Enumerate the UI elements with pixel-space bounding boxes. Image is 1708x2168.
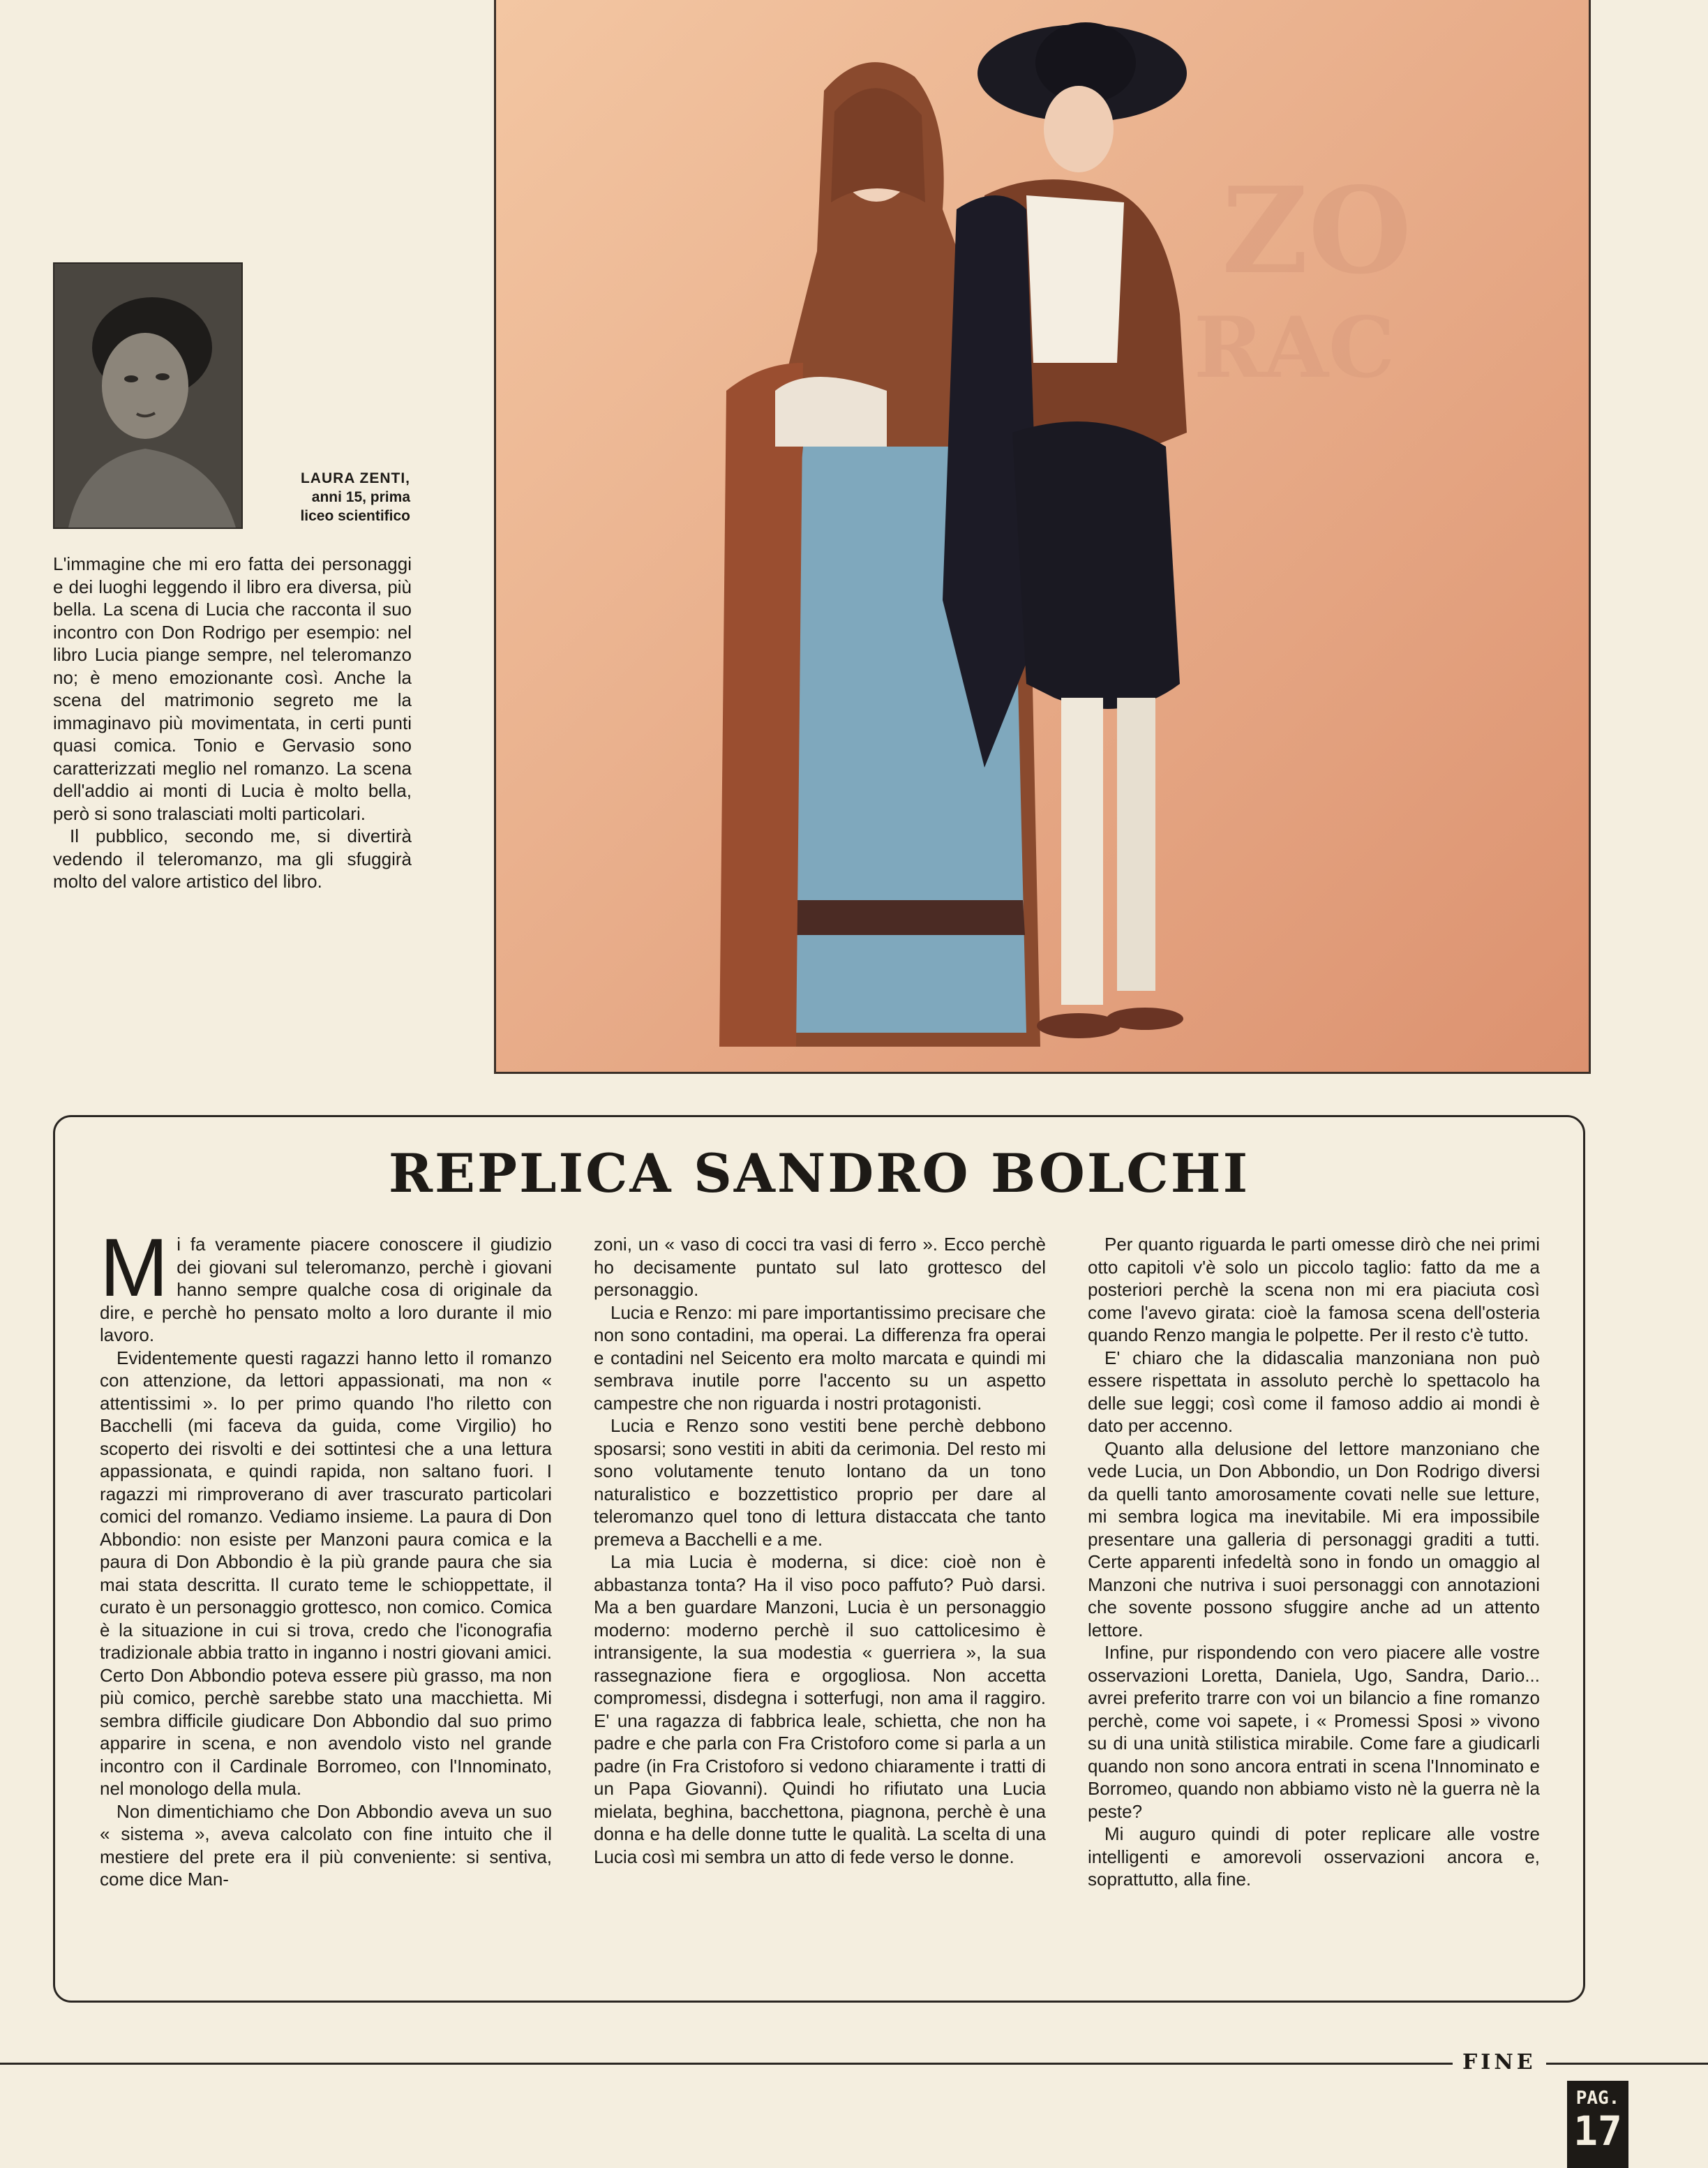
article-paragraph: La mia Lucia è moderna, si dice: cioè non è abbastanza tonta? Ha il viso poco paffuto? Può darsi. Ma a ben guardare Manzoni, Lucia è un personaggio moderno: moderno perchè il suo cattolicesimo è intransigente, la sua modestia « guerriera », la sua rassegnazione fiera e orgogliosa. Non accetta compromessi, disdegna i sotterfugi, non ama il raggiro. E' una ragazza di fabbrica leale, schietta, che non ha padre e che parla con Fra Cristoforo come si parla a un padre (in Fra Cristoforo si vedono chiaramente i tratti di un Papa Giovanni). Quindi ho rifiutato una Lucia mielata, beghina, bacchettona, piagnona, perchè è una donna e ha delle donne tutte le qualità. La scelta di una Lucia così mi sembra un atto di fede verso le donne. <box>594 1551 1046 1867</box>
article-paragraph: Infine, pur rispondendo con vero piacere alle vostre osservazioni Loretta, Daniela, Ugo, Sandra, Dario... avrei preferito trarre con voi un bilancio a fine romanzo perchè, come voi sapete, i « Promessi Sposi » vivono su di una unità stilistica mirabile. Come fare a giudicarli quando non sono ancora entrati in scena l'Innominato e Borromeo, quando non abbiamo visto nè la guerra nè la peste? <box>1088 1642 1540 1822</box>
page-number-box <box>1567 2081 1628 2168</box>
reply-article-box <box>53 1115 1585 2003</box>
interviewee-name: LAURA ZENTI, <box>300 470 410 486</box>
first-paragraph-text: i fa veramente piacere conoscere il giudizio dei giovani sul teleromanzo, perchè i giovani hanno sempre qualche cosa di originale da dire, e perchè ho pensato molto a loro durante il mio lavoro. <box>100 1234 552 1345</box>
page-label: PAG. <box>1575 2088 1620 2109</box>
interviewee-age: anni 15, prima <box>311 489 410 505</box>
article-headline: REPLICA SANDRO BOLCHI <box>388 1142 1250 1204</box>
article-columns <box>100 1222 1541 1980</box>
portrait-caption <box>251 469 410 525</box>
interview-paragraph: Il pubblico, secondo me, si divertirà vedendo il teleromanzo, ma gli sfuggirà molto del valore artistico del libro. <box>53 825 412 892</box>
page-number: 17 <box>1573 2107 1622 2155</box>
article-column-1 <box>100 1222 552 1980</box>
portrait-illustration <box>54 264 241 528</box>
costume-photo <box>494 0 1591 1074</box>
interview-paragraph: L'immagine che mi ero fatta dei personaggi e dei luoghi leggendo il libro era diversa, più bella. La scena di Lucia che racconta il suo incontro con Don Rodrigo per esempio: nel libro Lucia piange sempre, nel teleromanzo no; è meno emozionante così. Anche la scena del matrimonio segreto me la immaginavo più movimentata, in certi punti quasi comica. Tonio e Gervasio sono caratterizzati meglio nel romanzo. La scena dell'addio ai monti di Lucia è molto bella, però si sono tralasciati molti particolari. <box>53 553 412 824</box>
article-paragraph: Non dimentichiamo che Don Abbondio aveva un suo « sistema », aveva calcolato con fine intuito che il mestiere del prete era il più conveniente: si sentiva, come dice Man- <box>100 1800 552 1890</box>
article-paragraph: Evidentemente questi ragazzi hanno letto il romanzo con attenzione, da lettori appassionati, ma non « attentissimi ». Io per primo quando l'ho riletto con Bacchelli (mi faceva da guida, come Virgilio) ho scoperto dei risvolti e dei sottintesi che a una lettura appassionata, e quindi rapida, non saltano fuori. I ragazzi mi rimproverano di aver trascurato particolari comici del romanzo. Vediamo insieme. La paura di Don Abbondio: non esiste per Manzoni paura comica e la paura di Don Abbondio è la più grande paura che sia mai stata descritta. Il curato teme le schioppettate, il curato è un personaggio grottesco, non comico. Comica è la situazione in cui si trova, credo che l'iconografia tradizionale abbia tratto in inganno i nostri giovani amici. Certo Don Abbondio poteva essere più grasso, ma non più comico, perchè sarebbe stato una macchietta. Mi sembra difficile giudicare Don Abbondio dal suo primo apparire in scena, e non avendolo visto nel grande incontro con il Cardinale Borromeo, con l'Innominato, nel monologo della mula. <box>100 1347 552 1799</box>
article-paragraph: Mi auguro quindi di poter replicare alle vostre intelligenti e amorevoli osservazioni ancora e, soprattutto, alla fine. <box>1088 1823 1540 1890</box>
article-paragraph: E' chiaro che la didascalia manzoniana non può essere rispettata in assoluto perchè lo spettacolo ha delle sue leggi; così come il famoso addio ai mondi è dato per accenno. <box>1088 1347 1540 1436</box>
article-column-2 <box>594 1233 1046 1980</box>
article-column-3 <box>1088 1233 1540 1980</box>
svg-text:ZO: ZO <box>1222 161 1412 301</box>
article-paragraph: zoni, un « vaso di cocci tra vasi di ferro ». Ecco perchè ho decisamente puntato sul lato grottesco del personaggio. <box>594 1234 1046 1300</box>
interview-text <box>53 553 412 893</box>
article-paragraph: Lucia e Renzo sono vestiti bene perchè debbono sposarsi; sono vestiti in abiti da cerimonia. Del resto mi sono volutamente tenuto lontano da un tono naturalistico e bozzettistico proprio per dare al teleromanzo quel tono di lettura distaccata che tanto premeva a Bacchelli e a me. <box>594 1415 1046 1550</box>
costume-photo-illustration <box>496 0 1589 1072</box>
fine-marker: FINE <box>1453 2047 1546 2078</box>
article-paragraph-first <box>100 1222 552 1347</box>
article-paragraph: Quanto alla delusione del lettore manzoniano che vede Lucia, un Don Abbondio, un Don Rodrigo diversi da quelli tanto amorosamente covati nelle sue letture, mi sembra logica ma inevitabile. Mi era impossibile presentare una galleria di personaggi graditi a tutti. Certe apparenti infedeltà sono in fondo un omaggio al Manzoni che nutriva i suoi personaggi con annotazioni che sovente possono sfuggire anche ad un attento lettore. <box>1088 1437 1540 1640</box>
article-paragraph: Per quanto riguarda le parti omesse dirò che nei primi otto capitoli v'è solo un piccolo taglio: fatto da me a posteriori perchè la scena non mi era piaciuta così come l'avevo girata: cioè la famosa scena dell'osteria quando Renzo mangia le polpette. Per il resto c'è tutto. <box>1088 1234 1540 1345</box>
portrait-photo <box>53 262 243 529</box>
footer-rule <box>0 2063 1708 2065</box>
svg-text:RAC: RAC <box>1194 299 1395 397</box>
drop-cap: M <box>100 1222 169 1314</box>
article-paragraph: Lucia e Renzo: mi pare importantissimo precisare che non sono contadini, ma operai. La differenza fra operai e contadini nel Seicento era molto marcata e quindi mi sembrava inutile porre l'accento su un aspetto campestre che non riguarda i nostri protagonisti. <box>594 1301 1046 1414</box>
interviewee-school: liceo scientifico <box>300 508 410 524</box>
